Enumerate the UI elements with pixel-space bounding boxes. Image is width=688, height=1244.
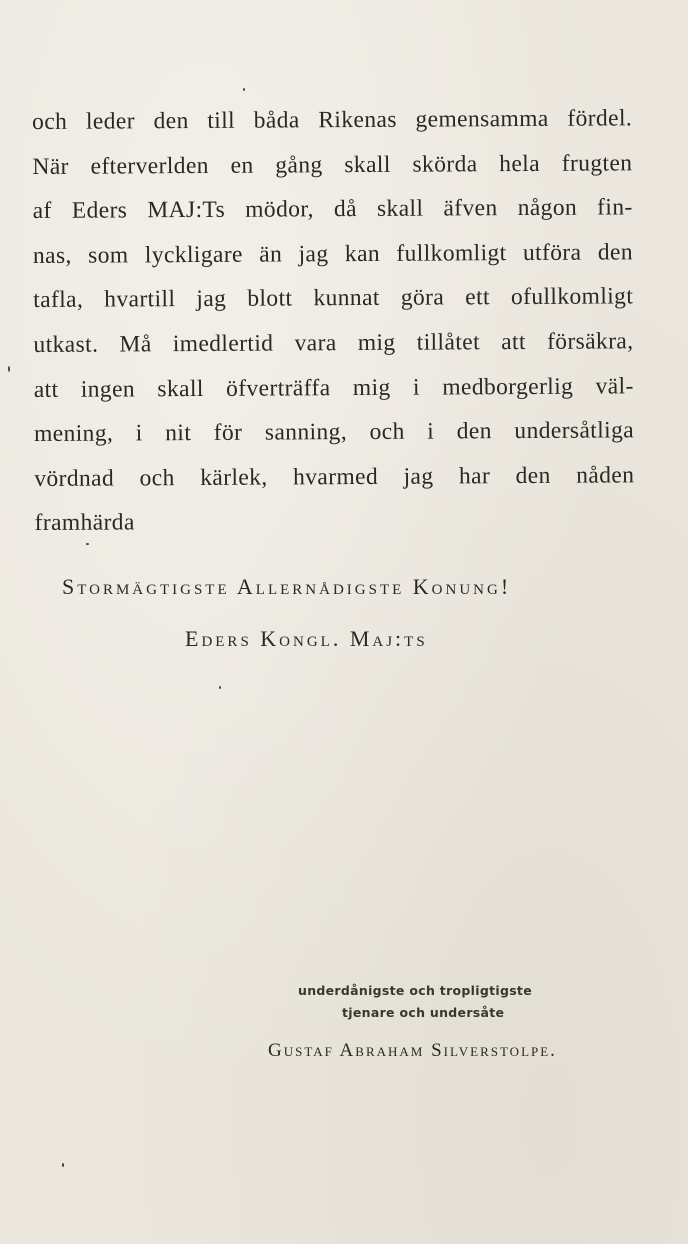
closing-line-2: tjenare och undersåte <box>342 1005 505 1020</box>
letter-line-7: att ingen skall öfverträffa mig i medborgerlig väl- <box>33 372 634 403</box>
closing-formula <box>298 980 532 1024</box>
paper-speck <box>86 543 89 545</box>
paper-speck <box>62 1163 64 1167</box>
letter-line-5: tafla, hvartill jag blott kunnat göra ett ofullkomligt <box>33 283 634 314</box>
letter-line-1: och leder den till båda Rikenas gemensamma fördel. <box>32 105 633 135</box>
letter-line-6: utkast. Må imedlertid vara mig tillåtet att försäkra, <box>33 328 634 358</box>
letter-line-10: framhärda <box>34 509 135 537</box>
letter-line-2: När efterverlden en gång skall skörda hela frugten <box>32 149 633 180</box>
signature: Gustaf Abraham Silverstolpe. <box>268 1040 557 1061</box>
letter-line-4: nas, som lyckligare än jag kan fullkomligt utföra den <box>32 239 634 269</box>
letter-line-8: mening, i nit för sanning, och i den undersåtliga <box>33 417 635 448</box>
closing-line-1: underdånigste och tropligtigste <box>298 983 532 998</box>
paper-speck <box>8 366 10 372</box>
letter-line-9: vördnad och kärlek, hvarmed jag har den nåden <box>34 462 635 492</box>
paper-speck <box>243 88 245 91</box>
letter-body <box>32 96 635 546</box>
addressee: Eders Kongl. Maj:ts <box>185 626 428 651</box>
salutation: Stormägtigste Allernådigste Konung! <box>62 574 512 599</box>
letter-line-3: af Eders MAJ:Ts mödor, då skall äfven någon fin- <box>32 194 633 225</box>
paper-speck <box>219 686 221 689</box>
